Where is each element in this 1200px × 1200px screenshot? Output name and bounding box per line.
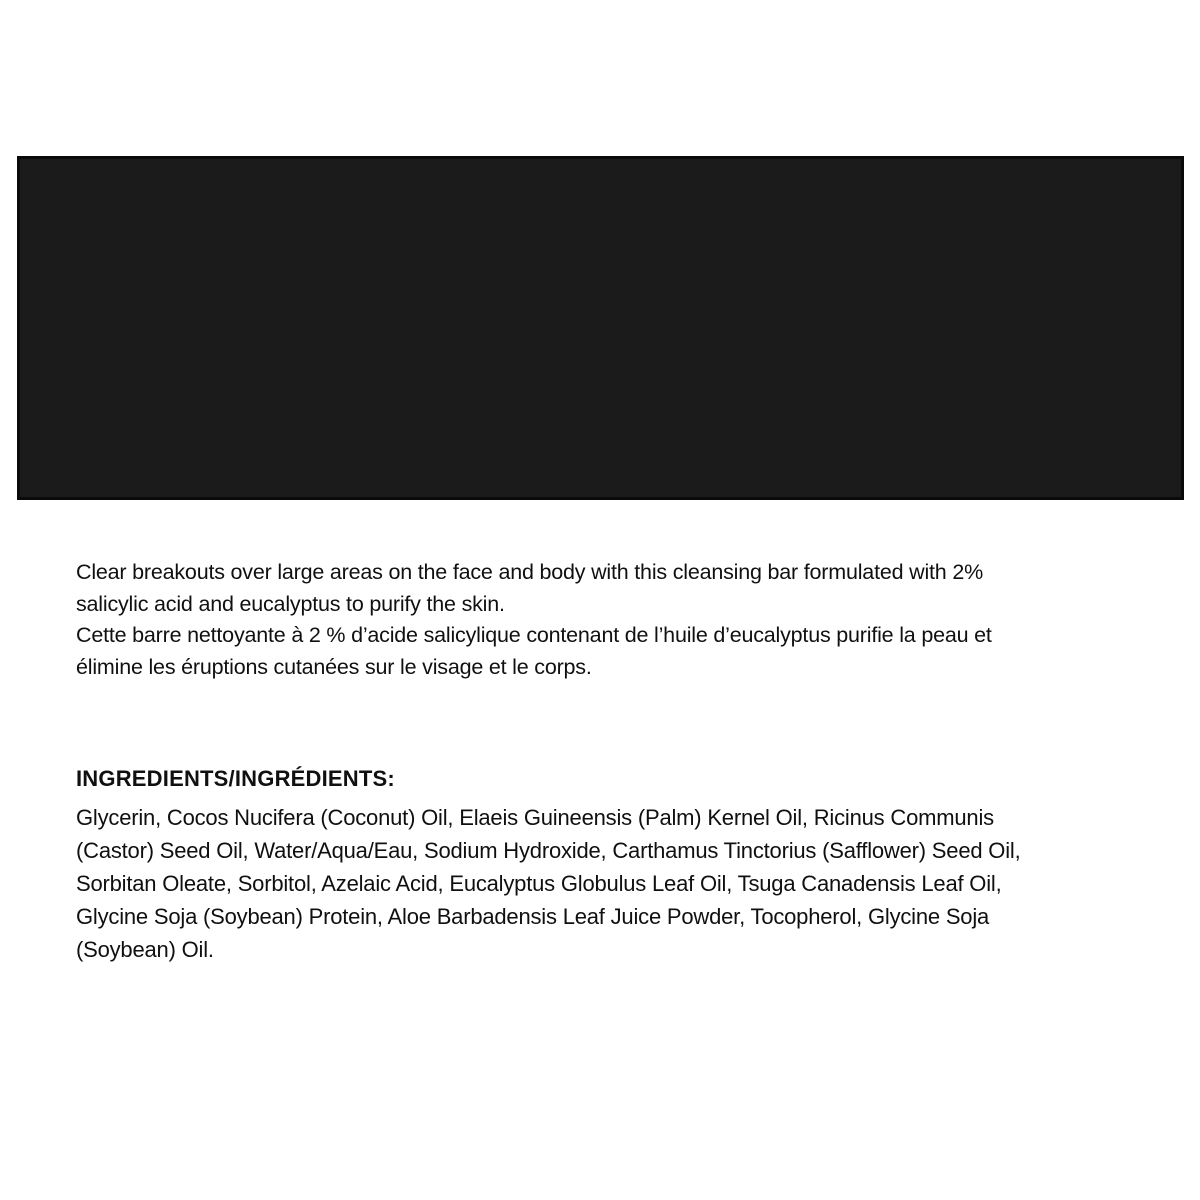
- text-line: Glycerin, Cocos Nucifera (Coconut) Oil, Elaeis Guineensis (Palm) Kernel Oil, Ricinus Communis: [76, 805, 994, 830]
- description-french: [76, 619, 992, 683]
- text-line: Glycine Soja (Soybean) Protein, Aloe Barbadensis Leaf Juice Powder, Tocopherol, Glycine Soja: [76, 904, 990, 929]
- ingredients-heading: INGREDIENTS/INGRÉDIENTS:: [76, 766, 395, 791]
- text-line: élimine les éruptions cutanées sur le visage et le corps.: [76, 655, 592, 679]
- text-line: Clear breakouts over large areas on the face and body with this cleansing bar formulated with 2%: [76, 560, 984, 584]
- text-line: (Soybean) Oil.: [76, 937, 214, 962]
- text-line: (Castor) Seed Oil, Water/Aqua/Eau, Sodium Hydroxide, Carthamus Tinctorius (Safflower) Seed Oil,: [76, 838, 1021, 863]
- ingredients-list: [76, 801, 1021, 966]
- text-line: salicylic acid and eucalyptus to purify the skin.: [76, 592, 505, 616]
- text-line: Sorbitan Oleate, Sorbitol, Azelaic Acid, Eucalyptus Globulus Leaf Oil, Tsuga Canadensis Leaf Oil,: [76, 871, 1002, 896]
- text-line: Cette barre nettoyante à 2 % d’acide salicylique contenant de l’huile d’eucalyptus purifie la peau et: [76, 623, 992, 647]
- description-english: [76, 556, 983, 620]
- product-banner-image: [17, 156, 1184, 500]
